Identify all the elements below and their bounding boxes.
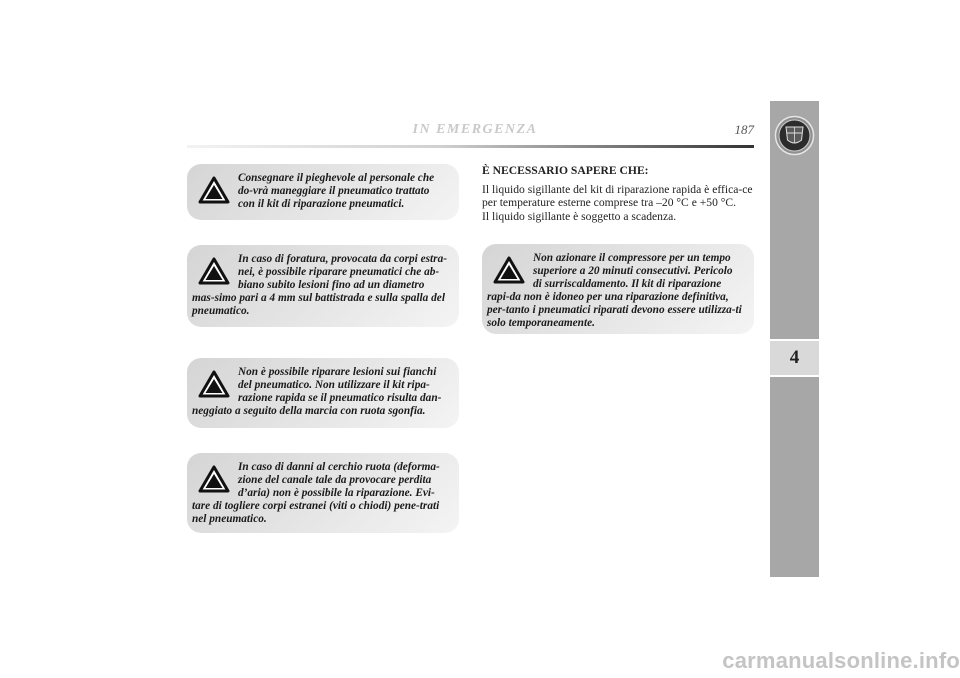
- warning-triangle-icon: [198, 257, 230, 285]
- page-number: 187: [734, 122, 754, 137]
- chapter-number: 4: [770, 339, 819, 377]
- warning-box: [187, 245, 459, 327]
- right-column: [482, 164, 754, 223]
- warning-box: [187, 453, 459, 533]
- warning-text: Non è possibile riparare lesioni sui fianchi del pneumatico. Non utilizzare il kit ripa-razione rapida se il pneumatico risulta dan-neggiato a seguito della marcia con ruota sgonfia.: [192, 366, 442, 417]
- warning-text: Consegnare il pieghevole al personale che do-vrà maneggiare il pneumatico trattato con il kit di riparazione pneumatici.: [238, 172, 435, 210]
- warning-triangle-icon: [198, 370, 230, 398]
- section-title: IN EMERGENZA: [412, 122, 538, 137]
- chapter-side-tab: [770, 101, 819, 577]
- warning-triangle-icon: [493, 256, 525, 284]
- body-paragraph: Il liquido sigillante del kit di riparazione rapida è effica-ce per temperature esterne comprese tra –20 °C e +50 °C.: [482, 182, 753, 210]
- warning-text: In caso di danni al cerchio ruota (deforma-zione del canale tale da provocare perdita d’aria) non è possibile la riparazione. Evi-tare di togliere corpi estranei (viti o chiodi) pene-trati nel pneumatico.: [192, 461, 440, 525]
- warning-text: Non azionare il compressore per un tempo superiore a 20 minuti consecutivi. Pericolo di surriscaldamento. Il kit di riparazione rapi-da non è idoneo per una riparazione definitiva, per-tanto i pneumatici riparati devono essere utilizza-ti solo temporaneamente.: [487, 252, 742, 329]
- warning-triangle-icon: [198, 176, 230, 204]
- warning-box: [187, 164, 459, 220]
- lancia-shield-icon: [774, 115, 815, 156]
- warning-triangle-icon: [198, 465, 230, 493]
- warning-box: [482, 244, 754, 334]
- body-paragraph: Il liquido sigillante è soggetto a scadenza.: [482, 209, 677, 223]
- warning-box: [187, 358, 459, 428]
- section-heading: È NECESSARIO SAPERE CHE:: [482, 164, 649, 177]
- warning-text: In caso di foratura, provocata da corpi estra-nei, è possibile riparare pneumatici che ab-biano subito lesioni fino ad un diametro mas-simo pari a 4 mm sul battistrada e sulla spalla del pneumatico.: [192, 253, 447, 317]
- header-rule: [187, 145, 754, 148]
- watermark: carmanualsonline.info: [722, 648, 960, 673]
